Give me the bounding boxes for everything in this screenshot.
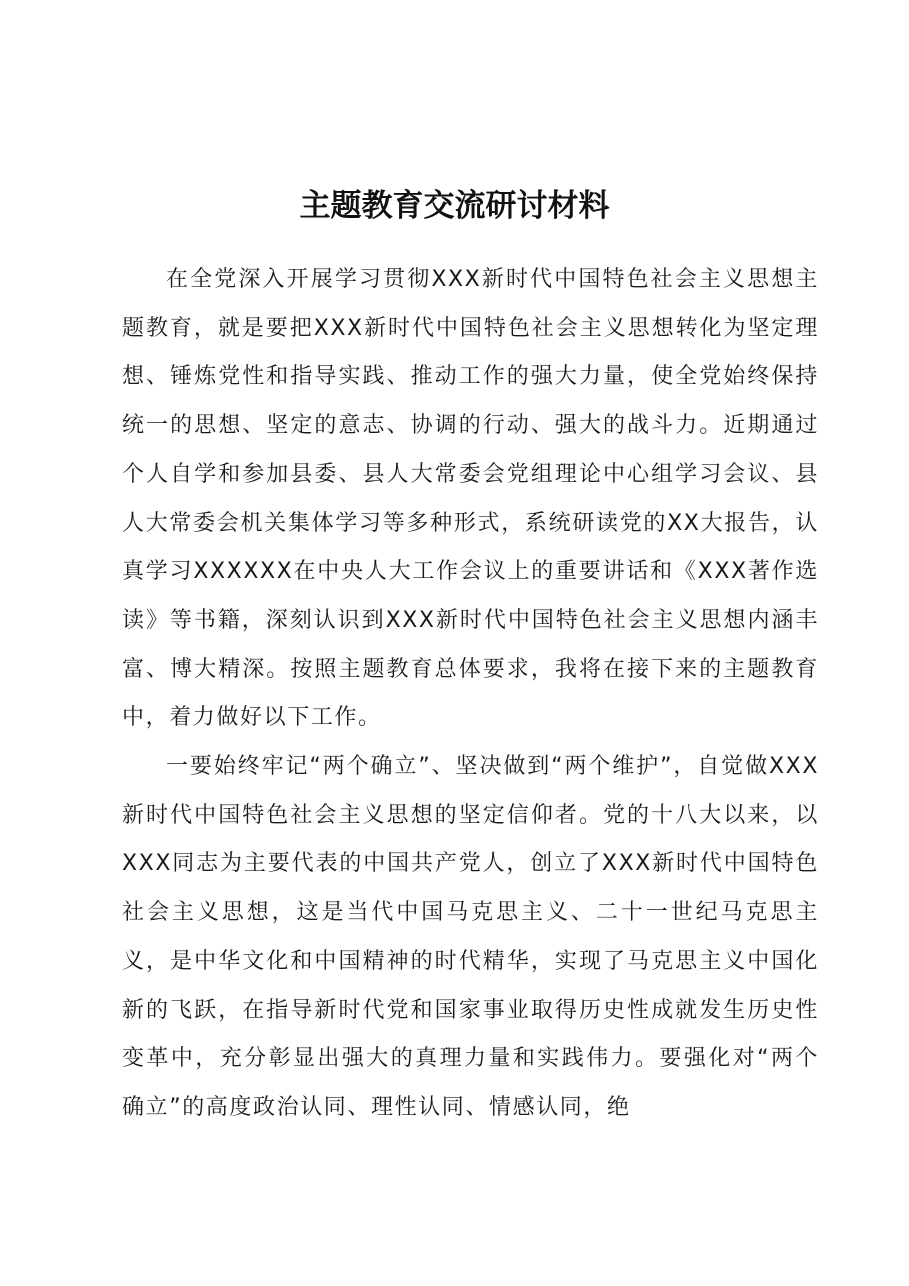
paragraph-intro: 在全党深入开展学习贯彻XXX新时代中国特色社会主义思想主题教育，就是要把XXX新时代中国特色社会主义思想转化为坚定理想、锤炼党性和指导实践、推动工作的强大力量，使全党始终保持统一的思想、坚定的意志、协调的行动、强大的战斗力。近期通过个人自学和参加县委、县人大常委会党组理论中心组学习会议、县人大常委会机关集体学习等多种形式，系统研读党的XX大报告，认真学习XXXXXX在中央人大工作会议上的重要讲话和《XXX著作选读》等书籍，深刻认识到XXX新时代中国特色社会主义思想内涵丰富、博大精深。按照主题教育总体要求，我将在接下来的主题教育中，着力做好以下工作。 (122, 267, 819, 731)
document-title: 主题教育交流研讨材料 (299, 188, 610, 224)
paragraph-point-one: 一要始终牢记“两个确立”、坚决做到“两个维护”，自觉做XXX新时代中国特色社会主义思想的坚定信仰者。党的十八大以来，以XXX同志为主要代表的中国共产党人，创立了XXX新时代中国特色社会主义思想，这是当代中国马克思主义、二十一世纪马克思主义，是中华文化和中国精神的时代精华，实现了马克思主义中国化新的飞跃，在指导新时代党和国家事业取得历史性成就发生历史性变革中，充分彰显出强大的真理力量和实践伟力。要强化对“两个确立”的高度政治认同、理性认同、情感认同，绝 (122, 754, 819, 1120)
document-body (122, 256, 819, 1133)
